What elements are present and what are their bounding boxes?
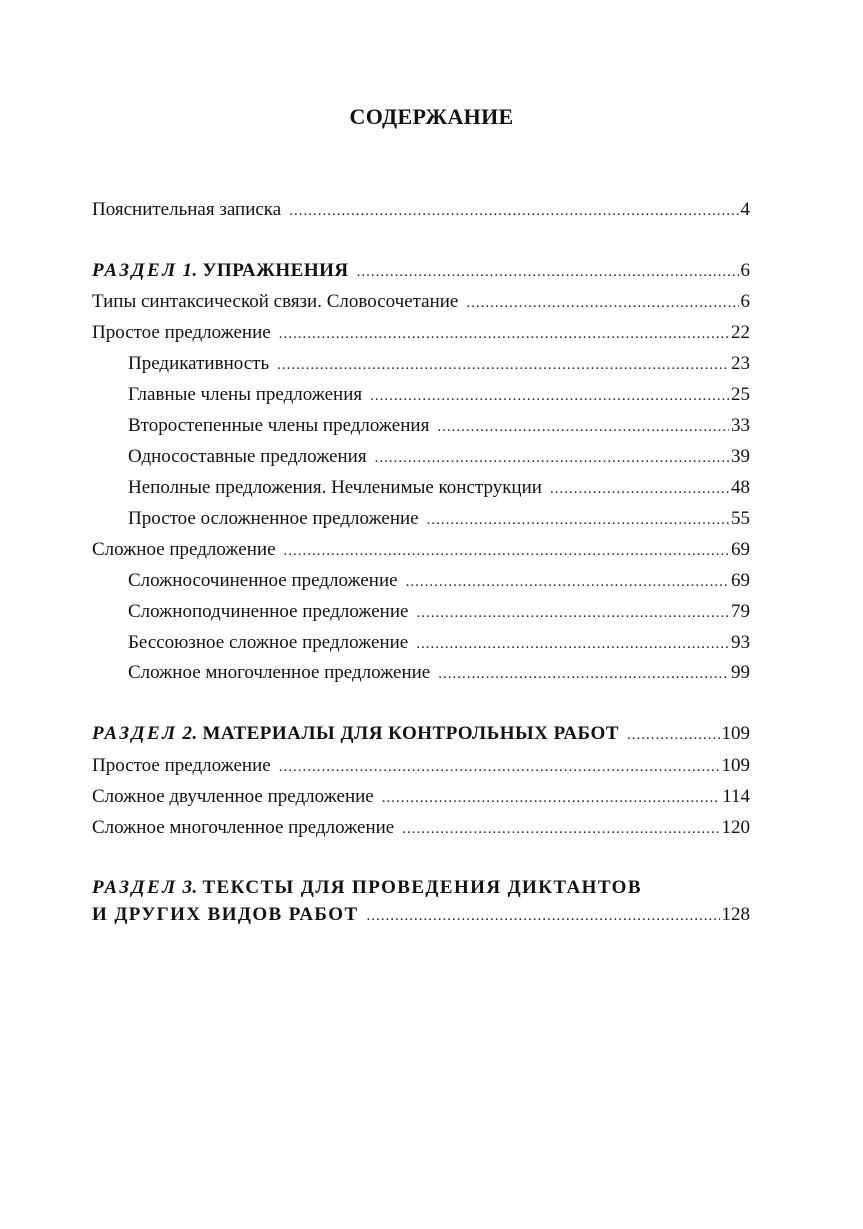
page-title: СОДЕРЖАНИЕ: [349, 104, 514, 129]
leader-dots: [357, 260, 739, 284]
toc-section-3-heading-line2[interactable]: [92, 903, 750, 927]
toc-entry-text: Односоставные предложения: [128, 446, 367, 467]
toc-entry[interactable]: [92, 321, 750, 345]
toc-page-number: 22: [731, 322, 750, 343]
toc-entry-text: Сложное многочленное предложение: [92, 817, 395, 838]
toc-entry[interactable]: [92, 754, 750, 778]
toc-entry-text: Сложное предложение: [92, 539, 276, 560]
toc-entry[interactable]: [92, 290, 750, 314]
toc-page-number: 6: [740, 291, 750, 312]
leader-dots: [627, 723, 720, 747]
toc-page-number: 93: [731, 632, 750, 653]
toc-section-2-heading[interactable]: [92, 722, 750, 746]
toc-entry-text: Простое предложение: [92, 755, 271, 776]
toc-subentry[interactable]: [128, 569, 750, 593]
leader-dots: [427, 508, 729, 532]
leader-dots: [279, 755, 720, 779]
toc-subentry[interactable]: [128, 445, 750, 469]
section-label: РАЗДЕЛ: [92, 877, 178, 898]
toc-page-number: 39: [731, 446, 750, 467]
toc-entry-text: Простое предложение: [92, 322, 271, 343]
toc-section-3-heading-line1[interactable]: [92, 876, 750, 900]
leader-dots: [550, 477, 729, 501]
section-label: РАЗДЕЛ: [92, 260, 178, 281]
toc-entry-text: Главные члены предложения: [128, 384, 363, 405]
toc-page-number: 23: [731, 353, 750, 374]
toc-subentry[interactable]: [128, 507, 750, 531]
toc-page-number: 6: [740, 260, 750, 281]
leader-dots: [416, 601, 729, 625]
toc-entry-text: Сложноподчиненное предложение: [128, 601, 409, 622]
toc-entry-intro[interactable]: [92, 198, 750, 222]
leader-dots: [284, 539, 730, 563]
toc-page-number: 25: [731, 384, 750, 405]
section-label: РАЗДЕЛ: [92, 723, 178, 744]
toc-entry-text: Пояснительная записка: [92, 199, 282, 220]
section-number: 1.: [182, 260, 198, 281]
toc-entry-text: Второстепенные члены предложения: [128, 415, 430, 436]
toc-entry-text: Простое осложненное предложение: [128, 508, 419, 529]
toc-page-number: 33: [731, 415, 750, 436]
section-number: 2.: [182, 723, 198, 744]
toc-entry-text: Сложное многочленное предложение: [128, 662, 431, 683]
toc-entry-text: Сложносочиненное предложение: [128, 570, 398, 591]
toc-page-number: 69: [731, 570, 750, 591]
leader-dots: [406, 570, 729, 594]
section-title: УПРАЖНЕНИЯ: [202, 260, 349, 281]
toc-page-number: 109: [721, 723, 750, 744]
toc-entry[interactable]: [92, 538, 750, 562]
toc-subentry[interactable]: [128, 383, 750, 407]
leader-dots: [438, 662, 729, 686]
leader-dots: [367, 904, 720, 928]
leader-dots: [466, 291, 738, 315]
leader-dots: [277, 353, 729, 377]
toc-subentry[interactable]: [128, 476, 750, 500]
toc-page-number: 128: [721, 904, 750, 925]
leader-dots: [402, 817, 719, 841]
toc-subentry[interactable]: [128, 352, 750, 376]
leader-dots: [437, 415, 729, 439]
toc-section-1-heading[interactable]: [92, 259, 750, 283]
toc-entry-text: Сложное двучленное предложение: [92, 786, 374, 807]
section-title: МАТЕРИАЛЫ ДЛЯ КОНТРОЛЬНЫХ РАБОТ: [202, 723, 619, 744]
leader-dots: [279, 322, 729, 346]
toc-entry-text: Неполные предложения. Нечленимые конструкции: [128, 477, 542, 498]
section-title-line1: ТЕКСТЫ ДЛЯ ПРОВЕДЕНИЯ ДИКТАНТОВ: [202, 877, 642, 898]
leader-dots: [289, 199, 738, 223]
toc-subentry[interactable]: [128, 661, 750, 685]
leader-dots: [416, 632, 729, 656]
toc-entry[interactable]: [92, 785, 750, 809]
leader-dots: [375, 446, 729, 470]
toc-subentry[interactable]: [128, 414, 750, 438]
section-title-line2: И ДРУГИХ ВИДОВ РАБОТ: [92, 904, 359, 925]
toc-page-number: 55: [731, 508, 750, 529]
toc-page-number: 114: [722, 786, 750, 807]
toc-entry-text: Типы синтаксической связи. Словосочетание: [92, 291, 459, 312]
toc-page-number: 99: [731, 662, 750, 683]
toc-entry-text: Предикативность: [128, 353, 270, 374]
toc-subentry[interactable]: [128, 631, 750, 655]
leader-dots: [382, 786, 720, 810]
toc-subentry[interactable]: [128, 600, 750, 624]
toc-page-number: 79: [731, 601, 750, 622]
toc-page-number: 4: [740, 199, 750, 220]
section-number: 3.: [182, 877, 198, 898]
toc-page-number: 109: [721, 755, 750, 776]
leader-dots: [370, 384, 729, 408]
toc-page-number: 69: [731, 539, 750, 560]
section-heading-group: [92, 259, 357, 283]
toc-entry-text: Бессоюзное сложное предложение: [128, 632, 409, 653]
toc-page-number: 120: [721, 817, 750, 838]
toc-page-number: 48: [731, 477, 750, 498]
section-heading-group: [92, 722, 627, 746]
toc-entry[interactable]: [92, 816, 750, 840]
